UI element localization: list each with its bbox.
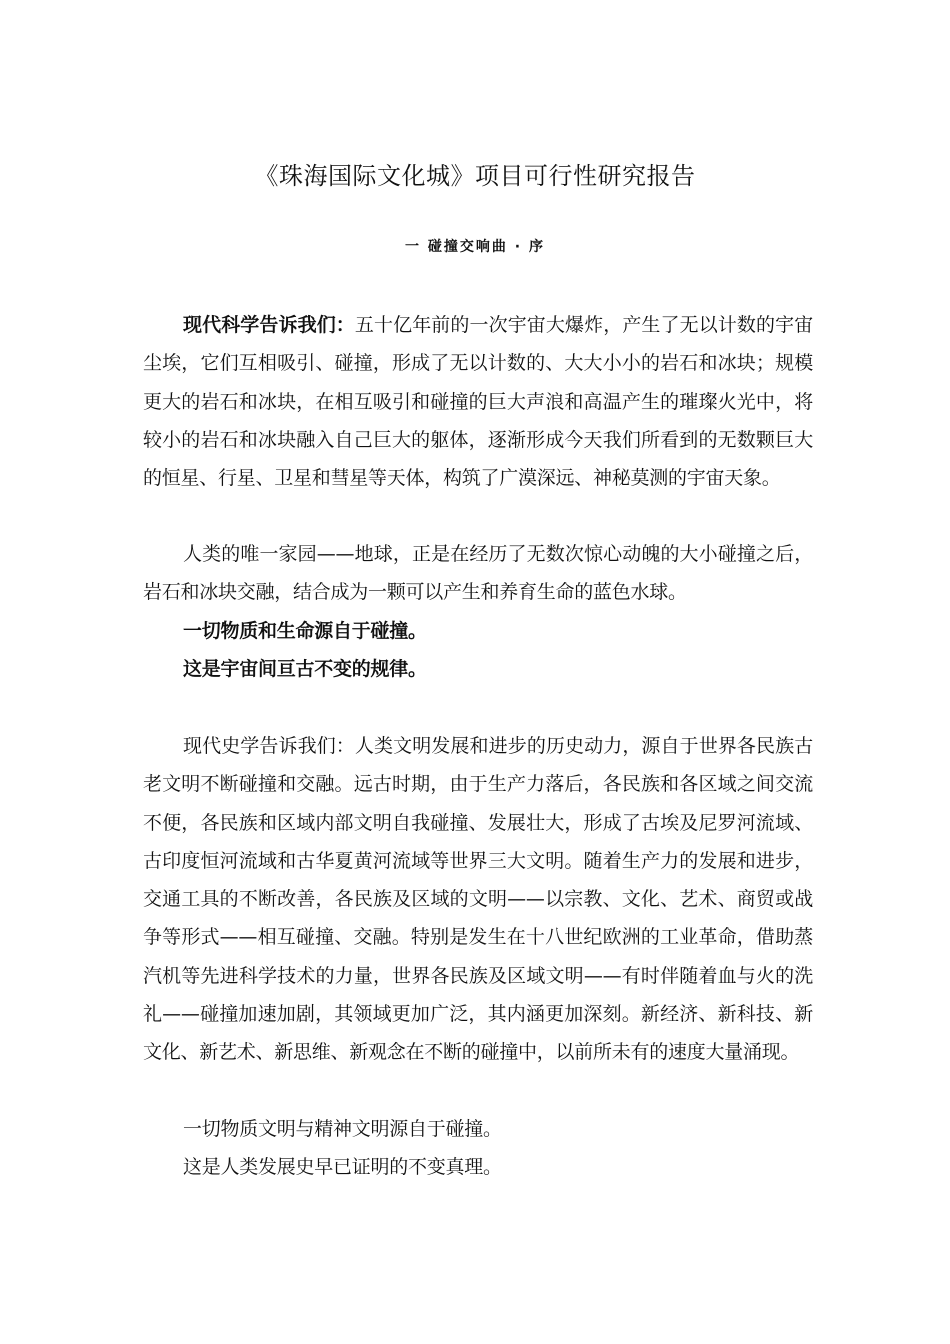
paragraph-earth: 人类的唯一家园——地球，正是在经历了无数次惊心动魄的大小碰撞之后，岩石和冰块交融，结合成为一颗可以产生和养育生命的蓝色水球。: [143, 543, 813, 604]
paragraph-lead: 现代科学告诉我们：: [183, 314, 355, 336]
paragraph-history: 现代史学告诉我们：人类文明发展和进步的历史动力，源自于世界各民族古老文明不断碰撞和交融。远古时期，由于生产力落后，各民族和各区域之间交流不便，各民族和区域内部文明自我碰撞、发展壮大，形成了古埃及尼罗河流域、古印度恒河流域和古华夏黄河流域等世界三大文明。随着生产力的发展和进步，交通工具的不断改善，各民族及区域的文明——以宗教、文化、艺术、商贸或战争等形式——相互碰撞、交融。特别是发生在十八世纪欧洲的工业革命，借助蒸汽机等先进科学技术的力量，世界各民族及区域文明——有时伴随着血与火的洗礼——碰撞加速加剧，其领域更加广泛，其内涵更加深刻。新经济、新科技、新文化、新艺术、新思维、新观念在不断的碰撞中，以前所未有的速度大量涌现。: [143, 735, 813, 1064]
section-subtitle: 一 碰撞交响曲 · 序: [405, 239, 545, 255]
paragraph-statement-3: 一切物质文明与精神文明源自于碰撞。: [183, 1118, 502, 1140]
paragraph-science: [143, 306, 813, 497]
document-title: 《珠海国际文化城》项目可行性研究报告: [254, 162, 696, 190]
paragraph-statement-4: 这是人类发展史早已证明的不变真理。: [183, 1156, 502, 1178]
paragraph-bold-statement-1: 一切物质和生命源自于碰撞。: [183, 620, 427, 642]
paragraph-body: 五十亿年前的一次宇宙大爆炸，产生了无以计数的宇宙尘埃，它们互相吸引、碰撞，形成了无以计数的、大大小小的岩石和冰块；规模更大的岩石和冰块，在相互吸引和碰撞的巨大声浪和高温产生的璀璨火光中，将较小的岩石和冰块融入自己巨大的躯体，逐渐形成今天我们所看到的无数颗巨大的恒星、行星、卫星和彗星等天体，构筑了广漠深远、神秘莫测的宇宙天象。: [143, 314, 813, 490]
paragraph-bold-statement-2: 这是宇宙间亘古不变的规律。: [183, 658, 427, 680]
